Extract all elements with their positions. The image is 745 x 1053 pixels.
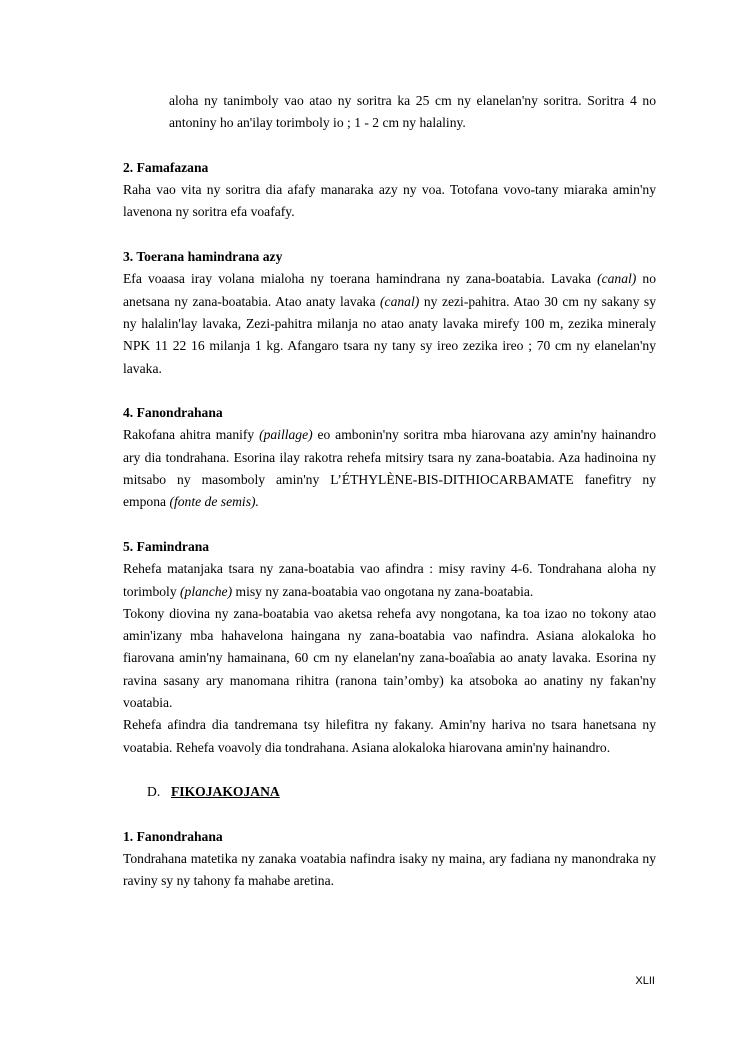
section-2-paragraph: Raha vao vita ny soritra dia afafy manaraka azy ny voa. Totofana vovo-tany miaraka amin'ny lavenona ny soritra efa voafafy. [123,182,656,220]
section-d-heading [147,781,656,803]
text-span: misy ny zana-boatabia vao ongotana ny zana-boatabia. [232,583,534,599]
section-3-paragraph [123,268,656,379]
page-number: XLII [635,975,655,987]
text-span: eo ambonin'ny soritra mba hiarovana azy amin'ny hainandro ary dia tondrahana. Esorina ilay rakotra rehefa mitsiry tsara ny zana-boatabia. Aza hadinoina ny mitsabo ny masomboly amin'ny L’ÉTHYLÈNE-BIS-DITHIOCARBAMATE fanefitry ny empona [123,427,656,510]
section-3-heading: 3. Toerana hamindrana azy [123,249,283,265]
text-span: Efa voaasa iray volana mialoha ny toerana hamindrana ny zana-boatabia. Lavaka [123,271,598,287]
canal-term: (canal) [597,271,637,287]
section-2-heading: 2. Famafazana [123,159,209,175]
subsection-1-heading: 1. Fanondrahana [123,828,223,844]
section-5-heading: 5. Famindrana [123,538,210,554]
text-span: Rakofana ahitra manify [123,427,260,443]
section-5-paragraph-2: Tokony diovina ny zana-boatabia vao aketsa rehefa avy nongotana, ka toa izao no tokony atao amin'izany mba hahavelona haingana ny zana-boatabia vao nafindra. Asiana alokaloka ho fiarovana amin'ny hamainana, 60 cm ny elanelan'ny zana-boaîabia ao anaty lavaka. Esorina ny ravina sasany ary manomana rihitra (ranona tain’omby) ka atsoboka ao anatiny ny fakan'ny voatabia. [123,605,656,711]
section-4-heading: 4. Fanondrahana [123,405,223,421]
section-5-paragraph-1 [123,558,656,603]
intro-paragraph: aloha ny tanimboly vao atao ny soritra ka 25 cm ny elanelan'ny soritra. Soritra 4 no antoniny ho an'ilay torimboly io ; 1 - 2 cm ny halaliny. [169,93,656,131]
section-d-title: FIKOJAKOJANA [171,784,280,800]
section-4-paragraph [123,424,656,513]
text-span: no anetsana ny zana-boatabia. Atao anaty lavaka [123,271,656,309]
paillage-term: (paillage) [259,427,313,443]
fonte-term: (fonte de semis). [169,494,259,510]
canal-term: (canal) [380,293,420,309]
section-5-paragraph-3: Rehefa afindra dia tandremana tsy hilefitra ny fakany. Amin'ny hariva no tsara hanetsana ny voatabia. Rehefa voavoly dia tondrahana. Asiana alokaloka hiarovana amin'ny hainandro. [123,717,656,755]
text-span: ny zezi-pahitra. Atao 30 cm ny sakany sy ny halalin'lay lavaka, Zezi-pahitra milanja no atao anaty lavaka mirefy 100 m, zezika mineraly NPK 11 22 16 milanja 1 kg. Afangaro tsara ny tany sy ireo zezika ireo ; 70 cm ny elanelan'ny lavaka. [123,293,656,376]
text-span: Rehefa matanjaka tsara ny zana-boatabia vao afindra : misy raviny 4-6. Tondrahana aloha ny torimboly [123,561,656,599]
subsection-1-paragraph: Tondrahana matetika ny zanaka voatabia nafindra isaky ny maina, ary fadiana ny manondraka ny raviny sy ny tahony fa mahabe aretina. [123,851,656,889]
planche-term: (planche) [180,583,233,599]
section-d-letter: D. [147,784,161,800]
document-body [123,90,656,893]
